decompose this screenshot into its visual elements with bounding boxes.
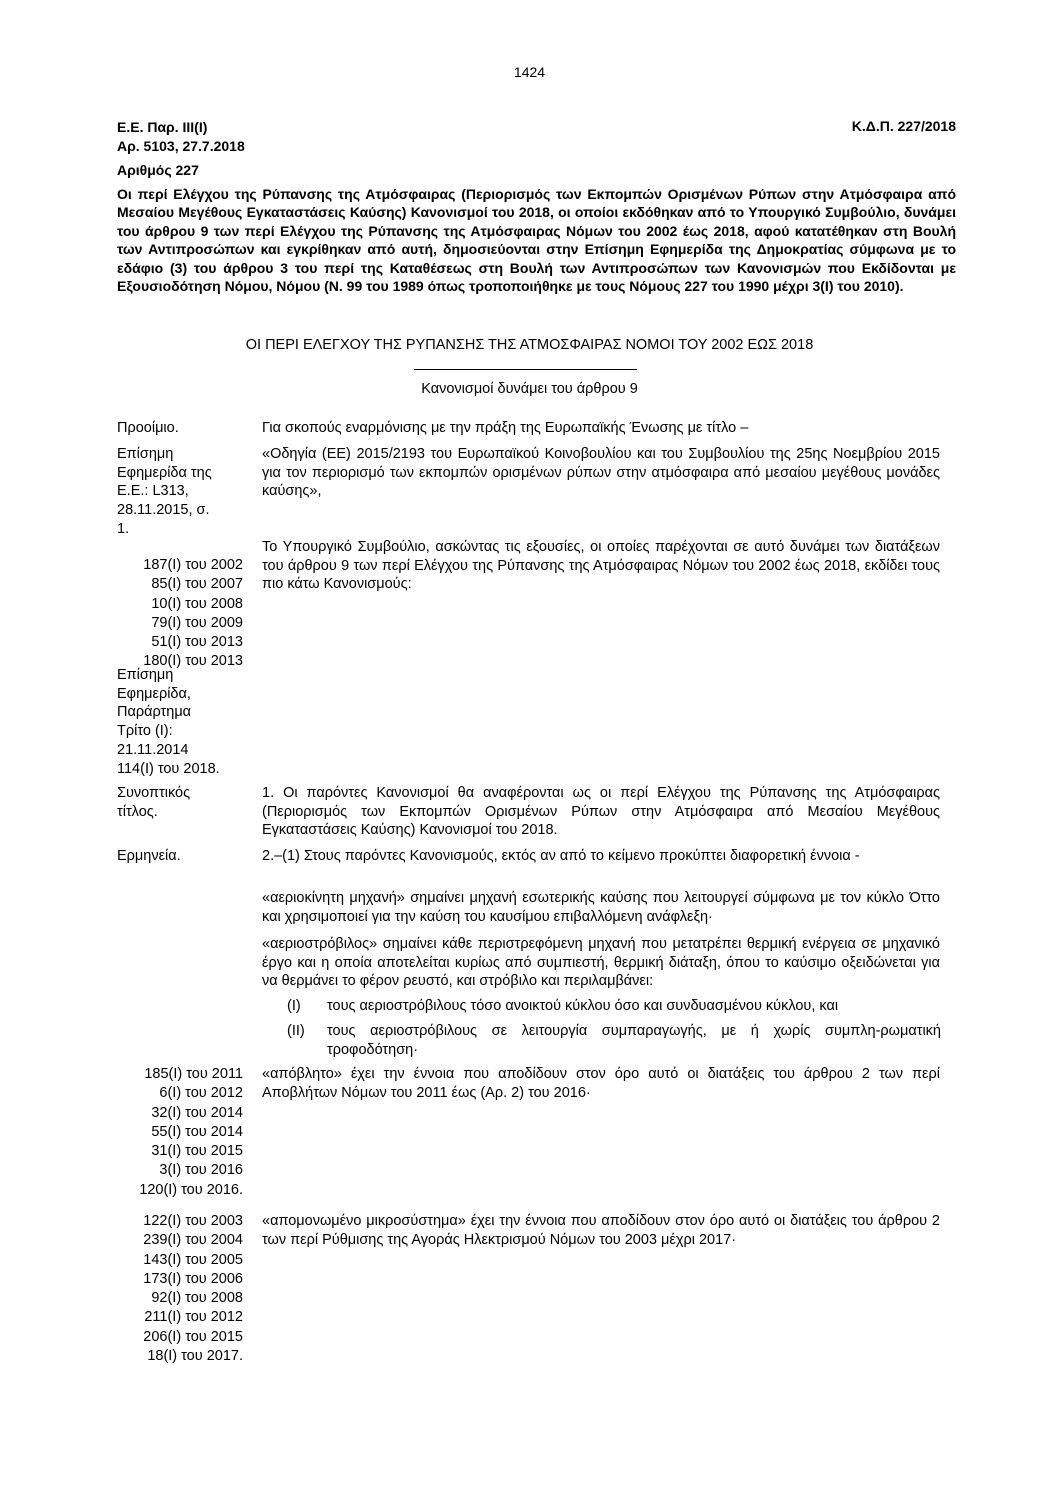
law-ref: 6(Ι) του 2012	[159, 1085, 243, 1102]
list-item-number: (ΙΙ)	[287, 1023, 305, 1039]
law-ref: 122(Ι) του 2003	[143, 1213, 243, 1229]
gazette-header	[117, 118, 245, 156]
interpretation-intro: 2.–(1) Στους παρόντες Κανονισμούς, εκτός αν από το κείμενο προκύπτει διαφορετική έννοια -	[262, 848, 860, 864]
margin-electricity-refs	[117, 1212, 243, 1366]
short-title-text: 1. Οι παρόντες Κανονισμοί θα αναφέρονται ως οι περί Ελέγχου της Ρύπανσης της Ατμόσφαιρας (Περιορισμός των Εκπομπών Ορισμένων Ρύπων στην Ατμόσφαιρα από Μεσαίου Μεγέθους Εγκαταστάσεις Καύσης) Κανονισμοί του 2018.	[262, 785, 940, 839]
law-ref: 51(Ι) του 2013	[151, 634, 243, 651]
list-item-number: (Ι)	[287, 998, 301, 1014]
law-ref: 206(Ι) του 2015	[143, 1328, 243, 1345]
gazette-ref: Ε.Ε. Παρ. ΙΙΙ(Ι)	[117, 119, 208, 135]
kdp-ref: Κ.Δ.Π. 227/2018	[851, 118, 956, 134]
page-number: 1424	[513, 64, 546, 80]
laws-title: ΟΙ ΠΕΡΙ ΕΛΕΓΧΟΥ ΤΗΣ ΡΥΠΑΝΣΗΣ ΤΗΣ ΑΤΜΟΣΦΑΙΡΑΣ ΝΟΜΟΙ ΤΟΥ 2002 ΕΩΣ 2018	[245, 337, 814, 353]
law-ref: 92(Ι) του 2008	[151, 1290, 243, 1307]
law-ref: 31(Ι) του 2015	[151, 1143, 243, 1160]
law-ref: 239(Ι) του 2004	[143, 1232, 243, 1249]
regulation-number: Αριθμός 227	[117, 162, 199, 178]
list-item-text: τους αεριοστρόβιλους τόσο ανοικτού κύκλου όσο και συνδυασμένου κύκλου, και	[327, 998, 839, 1014]
law-ref: 10(Ι) του 2008	[151, 595, 243, 612]
definition-gas-engine: «αεριοκίνητη μηχανή» σημαίνει μηχανή εσωτερικής καύσης που λειτουργεί σύμφωνα με τον κύκλο Όττο και χρησιμοποιεί για την καύση του καυσίμου επιβαλλόμενη ανάφλεξη·	[262, 890, 940, 925]
law-ref: 79(Ι) του 2009	[151, 614, 243, 631]
law-ref: 55(Ι) του 2014	[151, 1123, 243, 1140]
harmonisation-text: Για σκοπούς εναρμόνισης με την πράξη της Ευρωπαϊκής Ένωσης με τίτλο –	[262, 420, 749, 436]
margin-preamble-label: Προοίμιο.	[117, 420, 179, 436]
law-ref: 32(Ι) του 2014	[151, 1104, 243, 1121]
law-ref: 185(Ι) του 2011	[144, 1066, 243, 1082]
law-ref: 143(Ι) του 2005	[143, 1251, 243, 1268]
sub-title: Κανονισμοί δυνάμει του άρθρου 9	[421, 381, 638, 397]
title-divider	[414, 369, 637, 370]
enacting-text: Το Υπουργικό Συμβούλιο, ασκώντας τις εξουσίες, οι οποίες παρέχονται σε αυτό δυνάμει των διατάξεων του άρθρου 9 των περί Ελέγχου της Ρύπανσης της Ατμόσφαιρας Νόμων του 2002 έως 2018, εκδίδει τους πιο κάτω Κανονισμούς:	[262, 539, 940, 593]
definition-gas-turbine: «αεριοστρόβιλος» σημαίνει κάθε περιστρεφόμενη μηχανή που μετατρέπει θερμική ενέργεια σε μηχανικό έργο και η οποία αποτελείται κυρίως από συμπιεστή, θερμική διάταξη, όπου το καύσιμο οξειδώνεται για να θερμάνει το φέρον ρευστό, και στρόβιλο και περιλαμβάνει:	[262, 936, 940, 990]
directive-text: «Οδηγία (ΕΕ) 2015/2193 του Ευρωπαϊκού Κοινοβουλίου και του Συμβουλίου της 25ης Νοεμβρίου 2015 για τον περιορισμό των εκπομπών ορισμένων ρύπων στην ατμόσφαιρα από μεσαίου μεγέθους μονάδες καύσης»,	[262, 446, 940, 500]
preamble-paragraph: Οι περί Ελέγχου της Ρύπανσης της Ατμόσφαιρας (Περιορισμός των Εκπομπών Ορισμένων Ρύπων στην Ατμόσφαιρα από Μεσαίου Μεγέθους Εγκαταστάσεις Καύσης) Κανονισμοί του 2018, οι οποίοι εκδόθηκαν από το Υπουργικό Συμβούλιο, δυνάμει του άρθρου 9 των περί Ελέγχου της Ρύπανσης της Ατμόσφαιρας Νόμων του 2002 έως 2018, αφού κατατέθηκαν στη Βουλή των Αντιπροσώπων και εγκρίθηκαν από αυτή, δημοσιεύονται στην Επίσημη Εφημερίδα της Δημοκρατίας σύμφωνα με το εδάφιο (3) του άρθρου 3 του περί της Καταθέσεως στη Βουλή των Αντιπροσώπων των Κανονισμών που Εκδίδονται με Εξουσιοδότηση Νόμου, Νόμου (Ν. 99 του 1989 όπως τροποποιήθηκε με τους Νόμους 227 του 1990 μέχρι 3(Ι) του 2010).	[117, 186, 956, 295]
margin-short-title-label: Συνοπτικός τίτλος.	[117, 785, 191, 820]
margin-waste-refs	[117, 1065, 243, 1200]
issue-ref: Αρ. 5103, 27.7.2018	[117, 138, 245, 154]
law-ref: 211(Ι) του 2012	[144, 1309, 243, 1326]
definition-microsystem: «απομονωμένο μικροσύστημα» έχει την έννοια που αποδίδουν στον όρο αυτό οι διατάξεις του άρθρου 2 των περί Ρύθμισης της Αγοράς Ηλεκτρισμού Νόμων του 2003 μέχρι 2017·	[262, 1213, 940, 1248]
definition-waste: «απόβλητο» έχει την έννοια που αποδίδουν στον όρο αυτό οι διατάξεις του άρθρου 2 των περί Αποβλήτων Νόμων του 2011 έως (Αρ. 2) του 2016·	[262, 1066, 940, 1101]
law-ref: 187(Ι) του 2002	[143, 557, 243, 573]
margin-law-refs	[117, 556, 243, 672]
law-ref: 85(Ι) του 2007	[151, 576, 243, 593]
margin-gazette-annex: Επίσημη Εφημερίδα, Παράρτημα Τρίτο (Ι): 21.11.2014	[117, 667, 192, 758]
list-item-text: τους αεριοστρόβιλους σε λειτουργία συμπαραγωγής, με ή χωρίς συμπλη-ρωματική τροφοδότηση·	[327, 1023, 941, 1058]
law-ref: 120(Ι) του 2016.	[139, 1181, 243, 1198]
margin-law-ref-2018: 114(Ι) του 2018.	[117, 761, 220, 777]
law-ref: 180(Ι) του 2013	[143, 653, 243, 670]
law-ref: 3(Ι) του 2016	[159, 1162, 243, 1179]
margin-official-journal: Επίσημη Εφημερίδα της Ε.Ε.: L313, 28.11.2015, σ. 1.	[117, 446, 212, 537]
law-ref: 173(Ι) του 2006	[143, 1270, 243, 1287]
law-ref: 18(Ι) του 2017.	[147, 1348, 243, 1365]
margin-interpretation-label: Ερμηνεία.	[117, 848, 181, 864]
